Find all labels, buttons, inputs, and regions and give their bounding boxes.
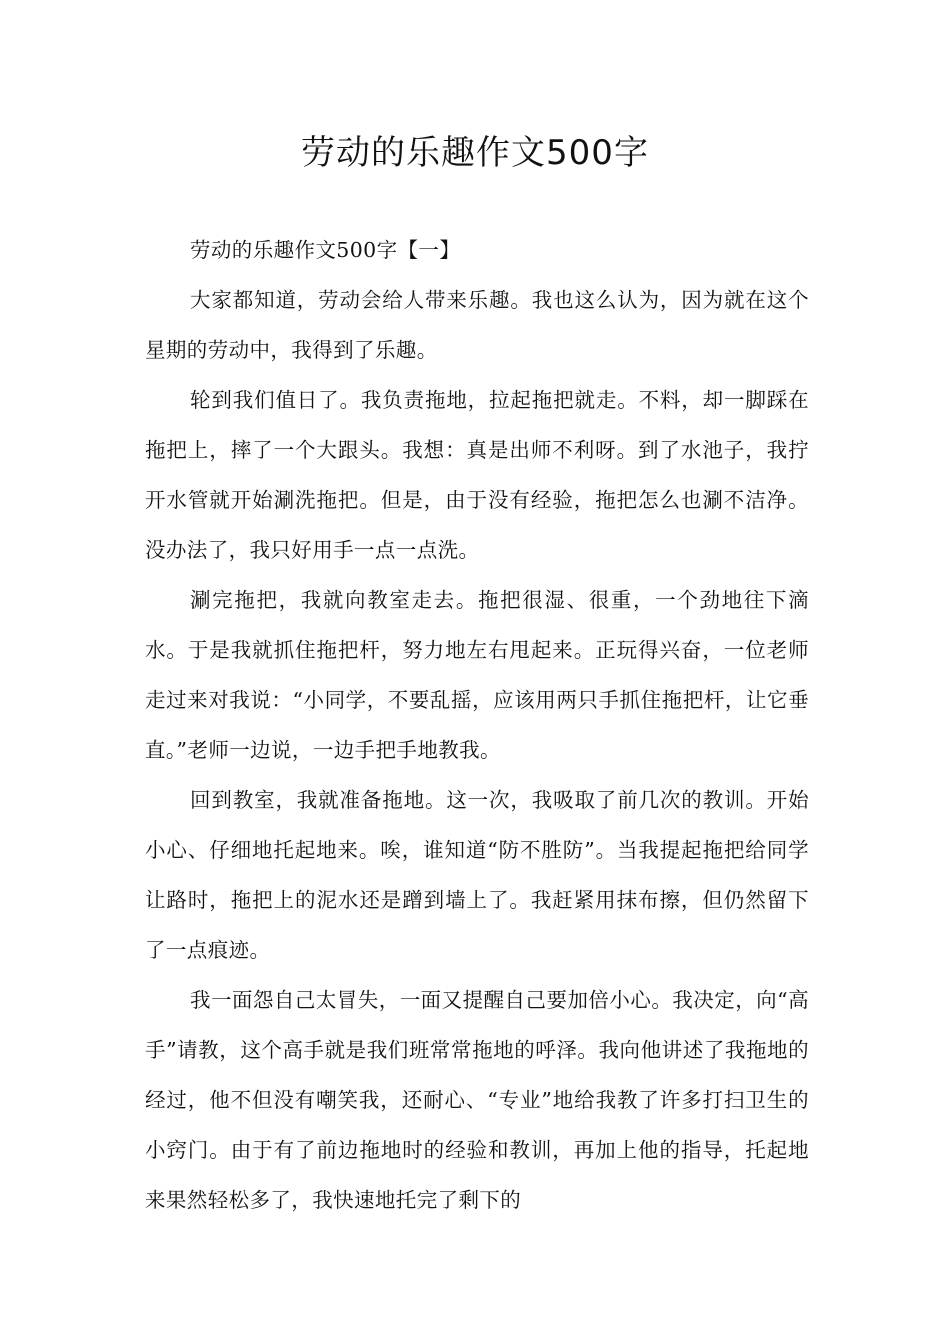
paragraph: 涮完拖把，我就向教室走去。拖把很湿、很重，一个劲地往下滴水。于是我就抓住拖把杆，努力地左右甩起来。正玩得兴奋，一位老师走过来对我说：“小同学，不要乱摇，应该用两只手抓住拖把杆，让它垂直。”老师一边说，一边手把手地教我。	[145, 588, 809, 762]
section-heading: 劳动的乐趣作文500字【一】	[190, 238, 461, 262]
paragraph: 我一面怨自己太冒失，一面又提醒自己要加倍小心。我决定，向“高手”请教，这个高手就是我们班常常拖地的呼泽。我向他讲述了我拖地的经过，他不但没有嘲笑我，还耐心、“专业”地给我教了许多打扫卫生的小窍门。由于有了前边拖地时的经验和教训，再加上他的指导，托起地来果然轻松多了，我快速地托完了剩下的	[145, 988, 809, 1212]
document-body	[145, 225, 809, 1225]
paragraph: 回到教室，我就准备拖地。这一次，我吸取了前几次的教训。开始小心、仔细地托起地来。唉，谁知道“防不胜防”。当我提起拖把给同学让路时，拖把上的泥水还是蹭到墙上了。我赶紧用抹布擦，但仍然留下了一点痕迹。	[145, 788, 809, 962]
paragraph: 轮到我们值日了。我负责拖地，拉起拖把就走。不料，却一脚踩在拖把上，摔了一个大跟头。我想：真是出师不利呀。到了水池子，我拧开水管就开始涮洗拖把。但是，由于没有经验，拖把怎么也涮不洁净。没办法了，我只好用手一点一点洗。	[145, 388, 809, 562]
paragraph: 大家都知道，劳动会给人带来乐趣。我也这么认为，因为就在这个星期的劳动中，我得到了乐趣。	[145, 288, 809, 362]
document-title: 劳动的乐趣作文500字	[301, 133, 649, 173]
